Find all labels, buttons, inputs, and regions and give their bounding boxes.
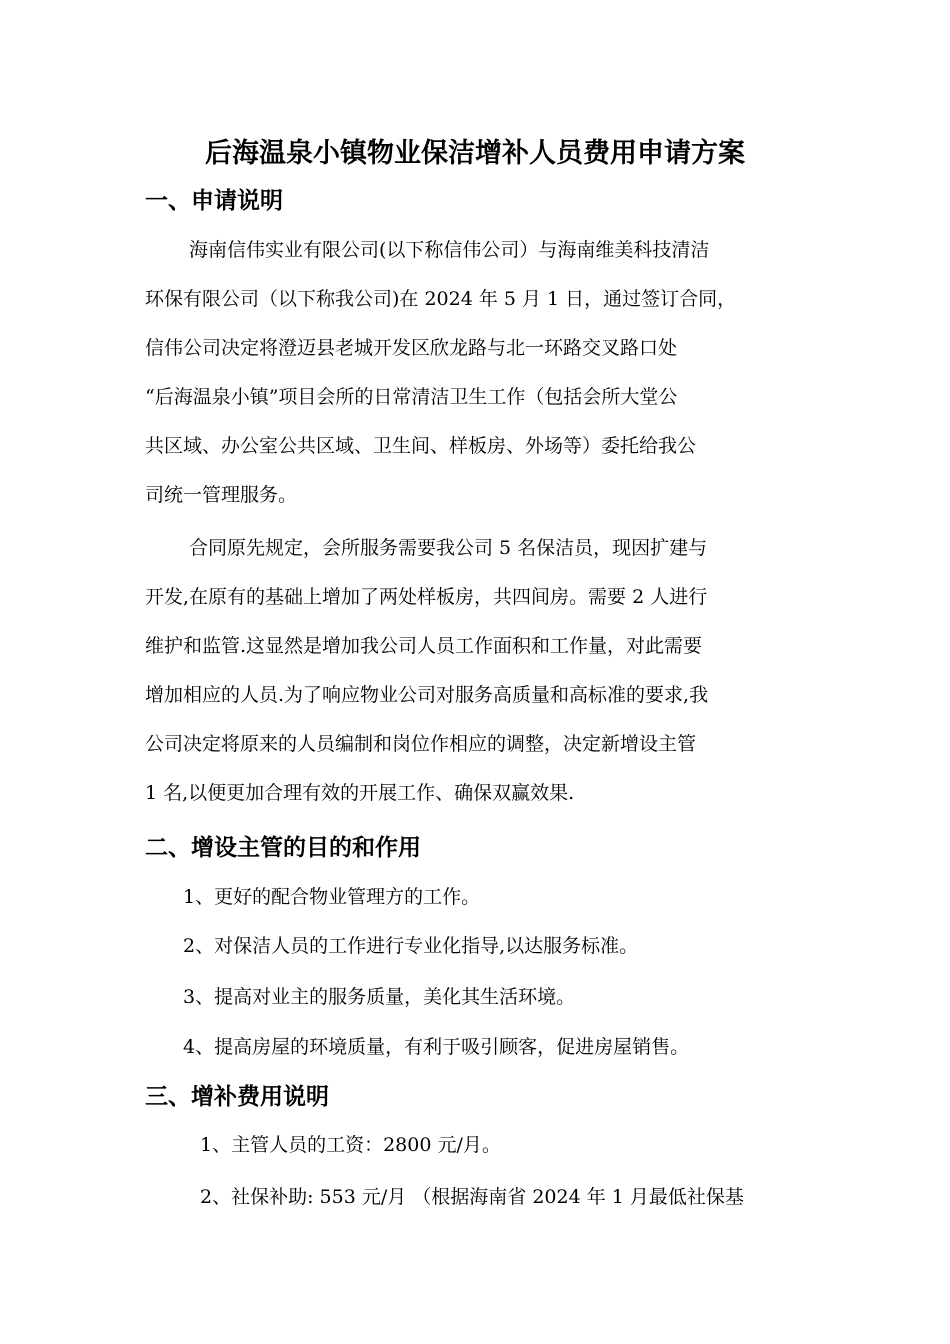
list-item: 2、对保洁人员的工作进行专业化指导,以达服务标准。: [183, 935, 639, 957]
paragraph-line: 1 名,以便更加合理有效的开展工作、确保双赢效果.: [145, 782, 575, 804]
document-title: 后海温泉小镇物业保洁增补人员费用申请方案: [205, 138, 745, 169]
list-item: 4、提高房屋的环境质量，有利于吸引顾客，促进房屋销售。: [183, 1036, 690, 1058]
paragraph-line: 共区域、办公室公共区域、卫生间、样板房、外场等）委托给我公: [145, 435, 697, 457]
paragraph-line: 司统一管理服务。: [145, 484, 298, 506]
paragraph-line: “后海温泉小镇”项目会所的日常清洁卫生工作（包括会所大堂公: [145, 386, 678, 408]
paragraph-line: 环保有限公司（以下称我公司)在 2024 年 5 月 1 日，通过签订合同，: [145, 288, 737, 310]
paragraph-line: 合同原先规定，会所服务需要我公司 5 名保洁员，现因扩建与: [189, 537, 708, 559]
paragraph-application-2: [145, 524, 815, 818]
section-heading-costs: 三、增补费用说明: [145, 1084, 329, 1110]
paragraph-line: 开发,在原有的基础上增加了两处样板房，共四间房。需要 2 人进行: [145, 586, 708, 608]
list-item: 1、更好的配合物业管理方的工作。: [183, 886, 481, 908]
paragraph-line: 公司决定将原来的人员编制和岗位作相应的调整，决定新增设主管: [145, 733, 697, 755]
section-heading-application: 一、申请说明: [145, 188, 283, 214]
paragraph-line: 维护和监管.这显然是增加我公司人员工作面积和工作量，对此需要: [145, 635, 703, 657]
paragraph-application-1: [145, 226, 815, 520]
list-item: 3、提高对业主的服务质量，美化其生活环境。: [183, 986, 576, 1008]
list-item: 1、主管人员的工资：2800 元/月。: [200, 1134, 501, 1156]
section-heading-purpose: 二、增设主管的目的和作用: [145, 835, 421, 861]
paragraph-line: 海南信伟实业有限公司(以下称信伟公司）与海南维美科技清洁: [189, 239, 710, 261]
paragraph-line: 信伟公司决定将澄迈县老城开发区欣龙路与北一环路交叉路口处: [145, 337, 678, 359]
paragraph-line: 增加相应的人员.为了响应物业公司对服务高质量和高标准的要求,我: [145, 684, 709, 706]
list-item: 2、社保补助: 553 元/月 （根据海南省 2024 年 1 月最低社保基: [200, 1186, 744, 1208]
